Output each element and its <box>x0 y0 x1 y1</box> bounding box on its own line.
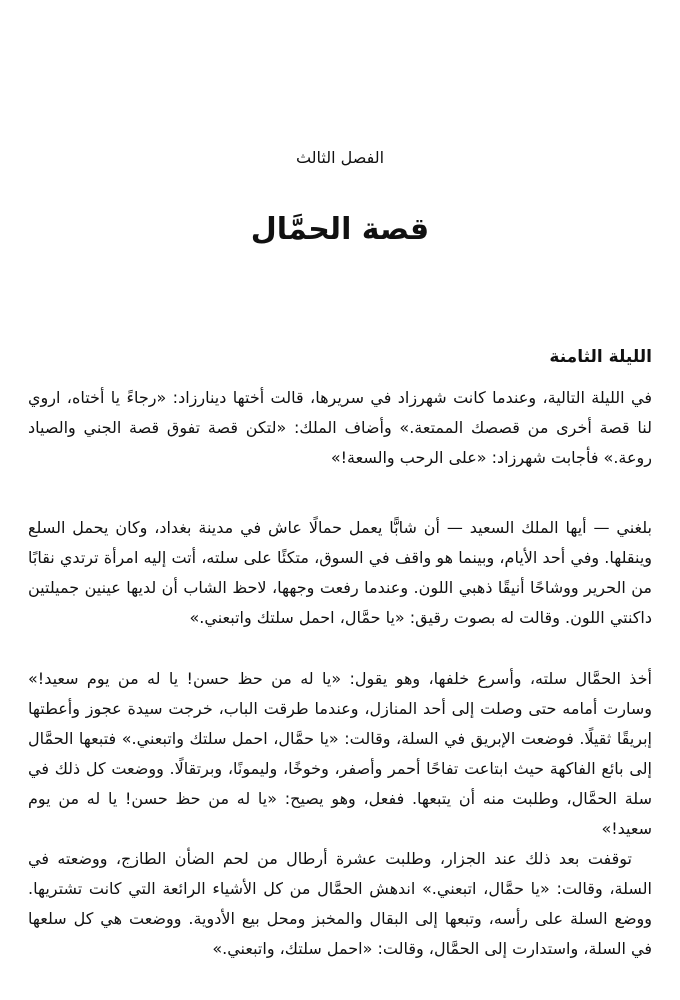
section-heading: الليلة الثامنة <box>549 347 652 367</box>
paragraph: أخذ الحمَّال سلته، وأسرع خلفها، وهو يقول: «يا له من حظ حسن! يا له من يوم سعيد!» وسارت أمامه حتى وصلت إلى أحد المنازل، وعندما طرقت الباب، خرجت سيدة عجوز وأعطتها إبريقًا ثقيلًا. فوضعت الإبريق في السلة، وقالت: «يا حمَّال، احمل سلتك واتبعني.» فتبعها الحمَّال إلى بائع الفاكهة حيث ابتاعت تفاحًا أحمر وأصفر، وخوخًا، وليمونًا، وبرتقالًا. ووضعت كل ذلك في سلة الحمَّال، وطلبت منه أن يتبعها. ففعل، وهو يصيح: «يا له من حظ حسن! يا له من يوم سعيد!» <box>28 669 652 838</box>
paragraph-block <box>28 664 652 964</box>
chapter-title: قصة الحمَّال <box>250 212 430 247</box>
paragraph: في الليلة التالية، وعندما كانت شهرزاد في سريرها، قالت أختها دينارزاد: «رجاءً يا أختاه، اروي لنا قصة أخرى من قصصك الممتعة.» وأضاف الملك: «لتكن قصة تفوق قصة الجني والصياد روعة.» فأجابت شهرزاد: «على الرحب والسعة!» <box>28 388 652 467</box>
paragraph: توقفت بعد ذلك عند الجزار، وطلبت عشرة أرطال من لحم الضأن الطازج، ووضعته في السلة، وقالت: «يا حمَّال، اتبعني.» اندهش الحمَّال من كل الأشياء الرائعة التي كانت تشتريها. ووضع السلة على رأسه، وتبعها إلى البقال والمخبز ومحل بيع الأدوية. ووضعت هي كل سلعها في السلة، واستدارت إلى الحمَّال، وقالت: «احمل سلتك، واتبعني.» <box>28 849 652 958</box>
paragraph-block <box>28 383 652 473</box>
chapter-label: الفصل الثالث <box>295 148 385 167</box>
paragraph: بلغني — أيها الملك السعيد — أن شابًّا يعمل حمالًا عاش في مدينة بغداد، وكان يحمل السلع وينقلها. وفي أحد الأيام، وبينما هو واقف في السوق، متكئًا على سلته، أتت إليه امرأة ترتدي نقابًا من الحرير ووشاحًا أنيقًا ذهبي اللون. وعندما رفعت وجهها، لاحظ الشاب أن لديها عينين جميلتين داكنتي اللون. وقالت له بصوت رقيق: «يا حمَّال، احمل سلتك واتبعني.» <box>28 518 652 627</box>
paragraph-block <box>28 513 652 633</box>
